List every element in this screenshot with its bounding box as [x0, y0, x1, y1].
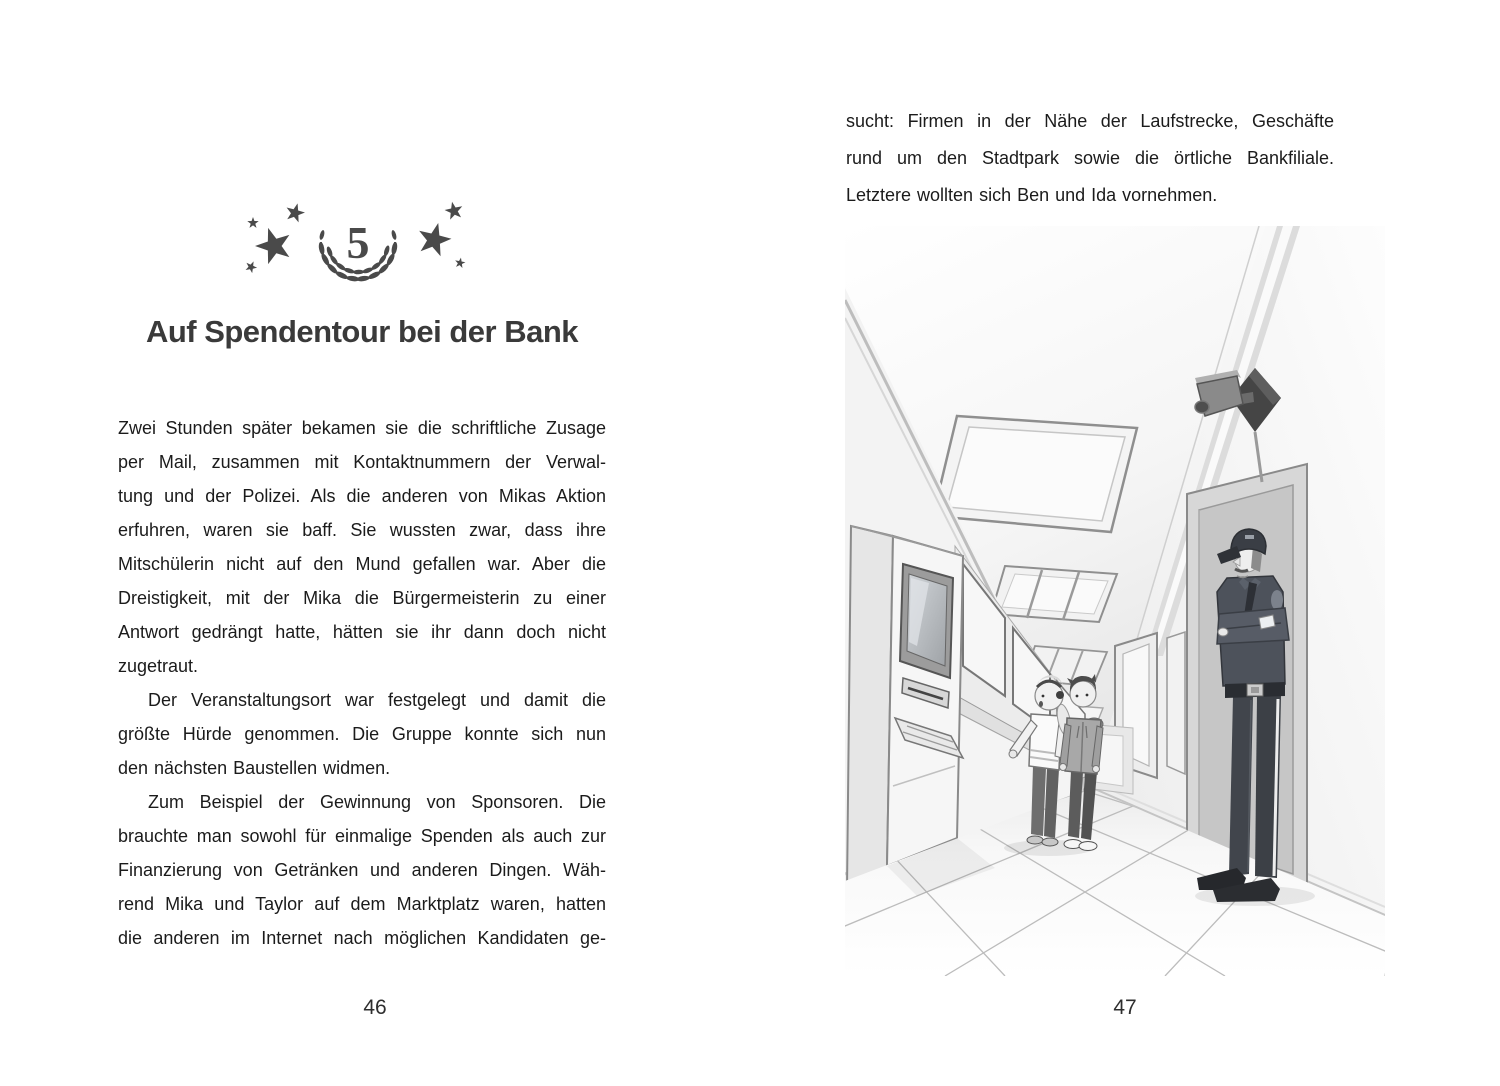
text-line: tung und der Polizei. Als die anderen von Mikas Aktion	[118, 486, 606, 506]
chapter-ornament	[238, 196, 478, 302]
text-line: Der Veranstaltungsort war festgelegt und damit die	[148, 690, 606, 710]
text-line: Finanzierung von Getränken und anderen Dingen. Wäh-	[118, 860, 606, 880]
chapter-number: 5	[346, 217, 370, 268]
body-text-right	[846, 103, 1334, 214]
text-line: Mitschülerin nicht auf den Mund gefallen war. Aber die	[118, 554, 606, 574]
page-number-left: 46	[363, 996, 387, 1019]
text-line: den nächsten Baustellen widmen.	[118, 758, 391, 778]
body-text-left	[118, 411, 606, 955]
text-line: Dreistigkeit, mit der Mika die Bürgermeisterin zu einer	[118, 588, 606, 608]
bank-illustration	[845, 226, 1385, 976]
text-line: zugetraut.	[118, 656, 199, 676]
star-icon	[443, 200, 464, 221]
text-line: die anderen im Internet nach möglichen Kandidaten ge-	[118, 928, 606, 948]
text-line: erfuhren, waren sie baff. Sie wussten zwar, dass ihre	[118, 520, 606, 540]
text-line: rund um den Stadtpark sowie die örtliche Bankfiliale.	[846, 148, 1334, 168]
text-line: Letztere wollten sich Ben und Ida vornehmen.	[846, 185, 1218, 205]
text-line: Zum Beispiel der Gewinnung von Sponsoren. Die	[148, 792, 606, 812]
star-icon	[414, 219, 454, 258]
atm-machine	[847, 526, 963, 888]
text-line: rend Mika und Taylor auf dem Marktplatz waren, hatten	[118, 894, 606, 914]
text-line: größte Hürde genommen. Die Gruppe konnte sich nun	[118, 724, 606, 744]
star-icon	[251, 222, 296, 266]
page-number-right: 47	[1113, 996, 1137, 1019]
chapter-title: Auf Spendentour bei der Bank	[145, 314, 579, 349]
star-icon	[454, 257, 466, 269]
text-line: per Mail, zusammen mit Kontaktnummern der Verwal-	[118, 452, 606, 472]
chapter-ornament-graphic	[238, 196, 478, 302]
text-line: brauchte man sowohl für einmalige Spenden als auch zur	[118, 826, 606, 846]
star-icon	[244, 259, 259, 274]
star-icon	[247, 217, 258, 228]
text-line: sucht: Firmen in der Nähe der Laufstrecke, Geschäfte	[846, 111, 1334, 131]
text-line: Antwort gedrängt hatte, hätten sie ihr dann doch nicht	[118, 622, 606, 642]
text-line: Zwei Stunden später bekamen sie die schriftliche Zusage	[118, 418, 606, 438]
bank-illustration-graphic	[845, 226, 1385, 976]
star-icon	[284, 201, 307, 223]
